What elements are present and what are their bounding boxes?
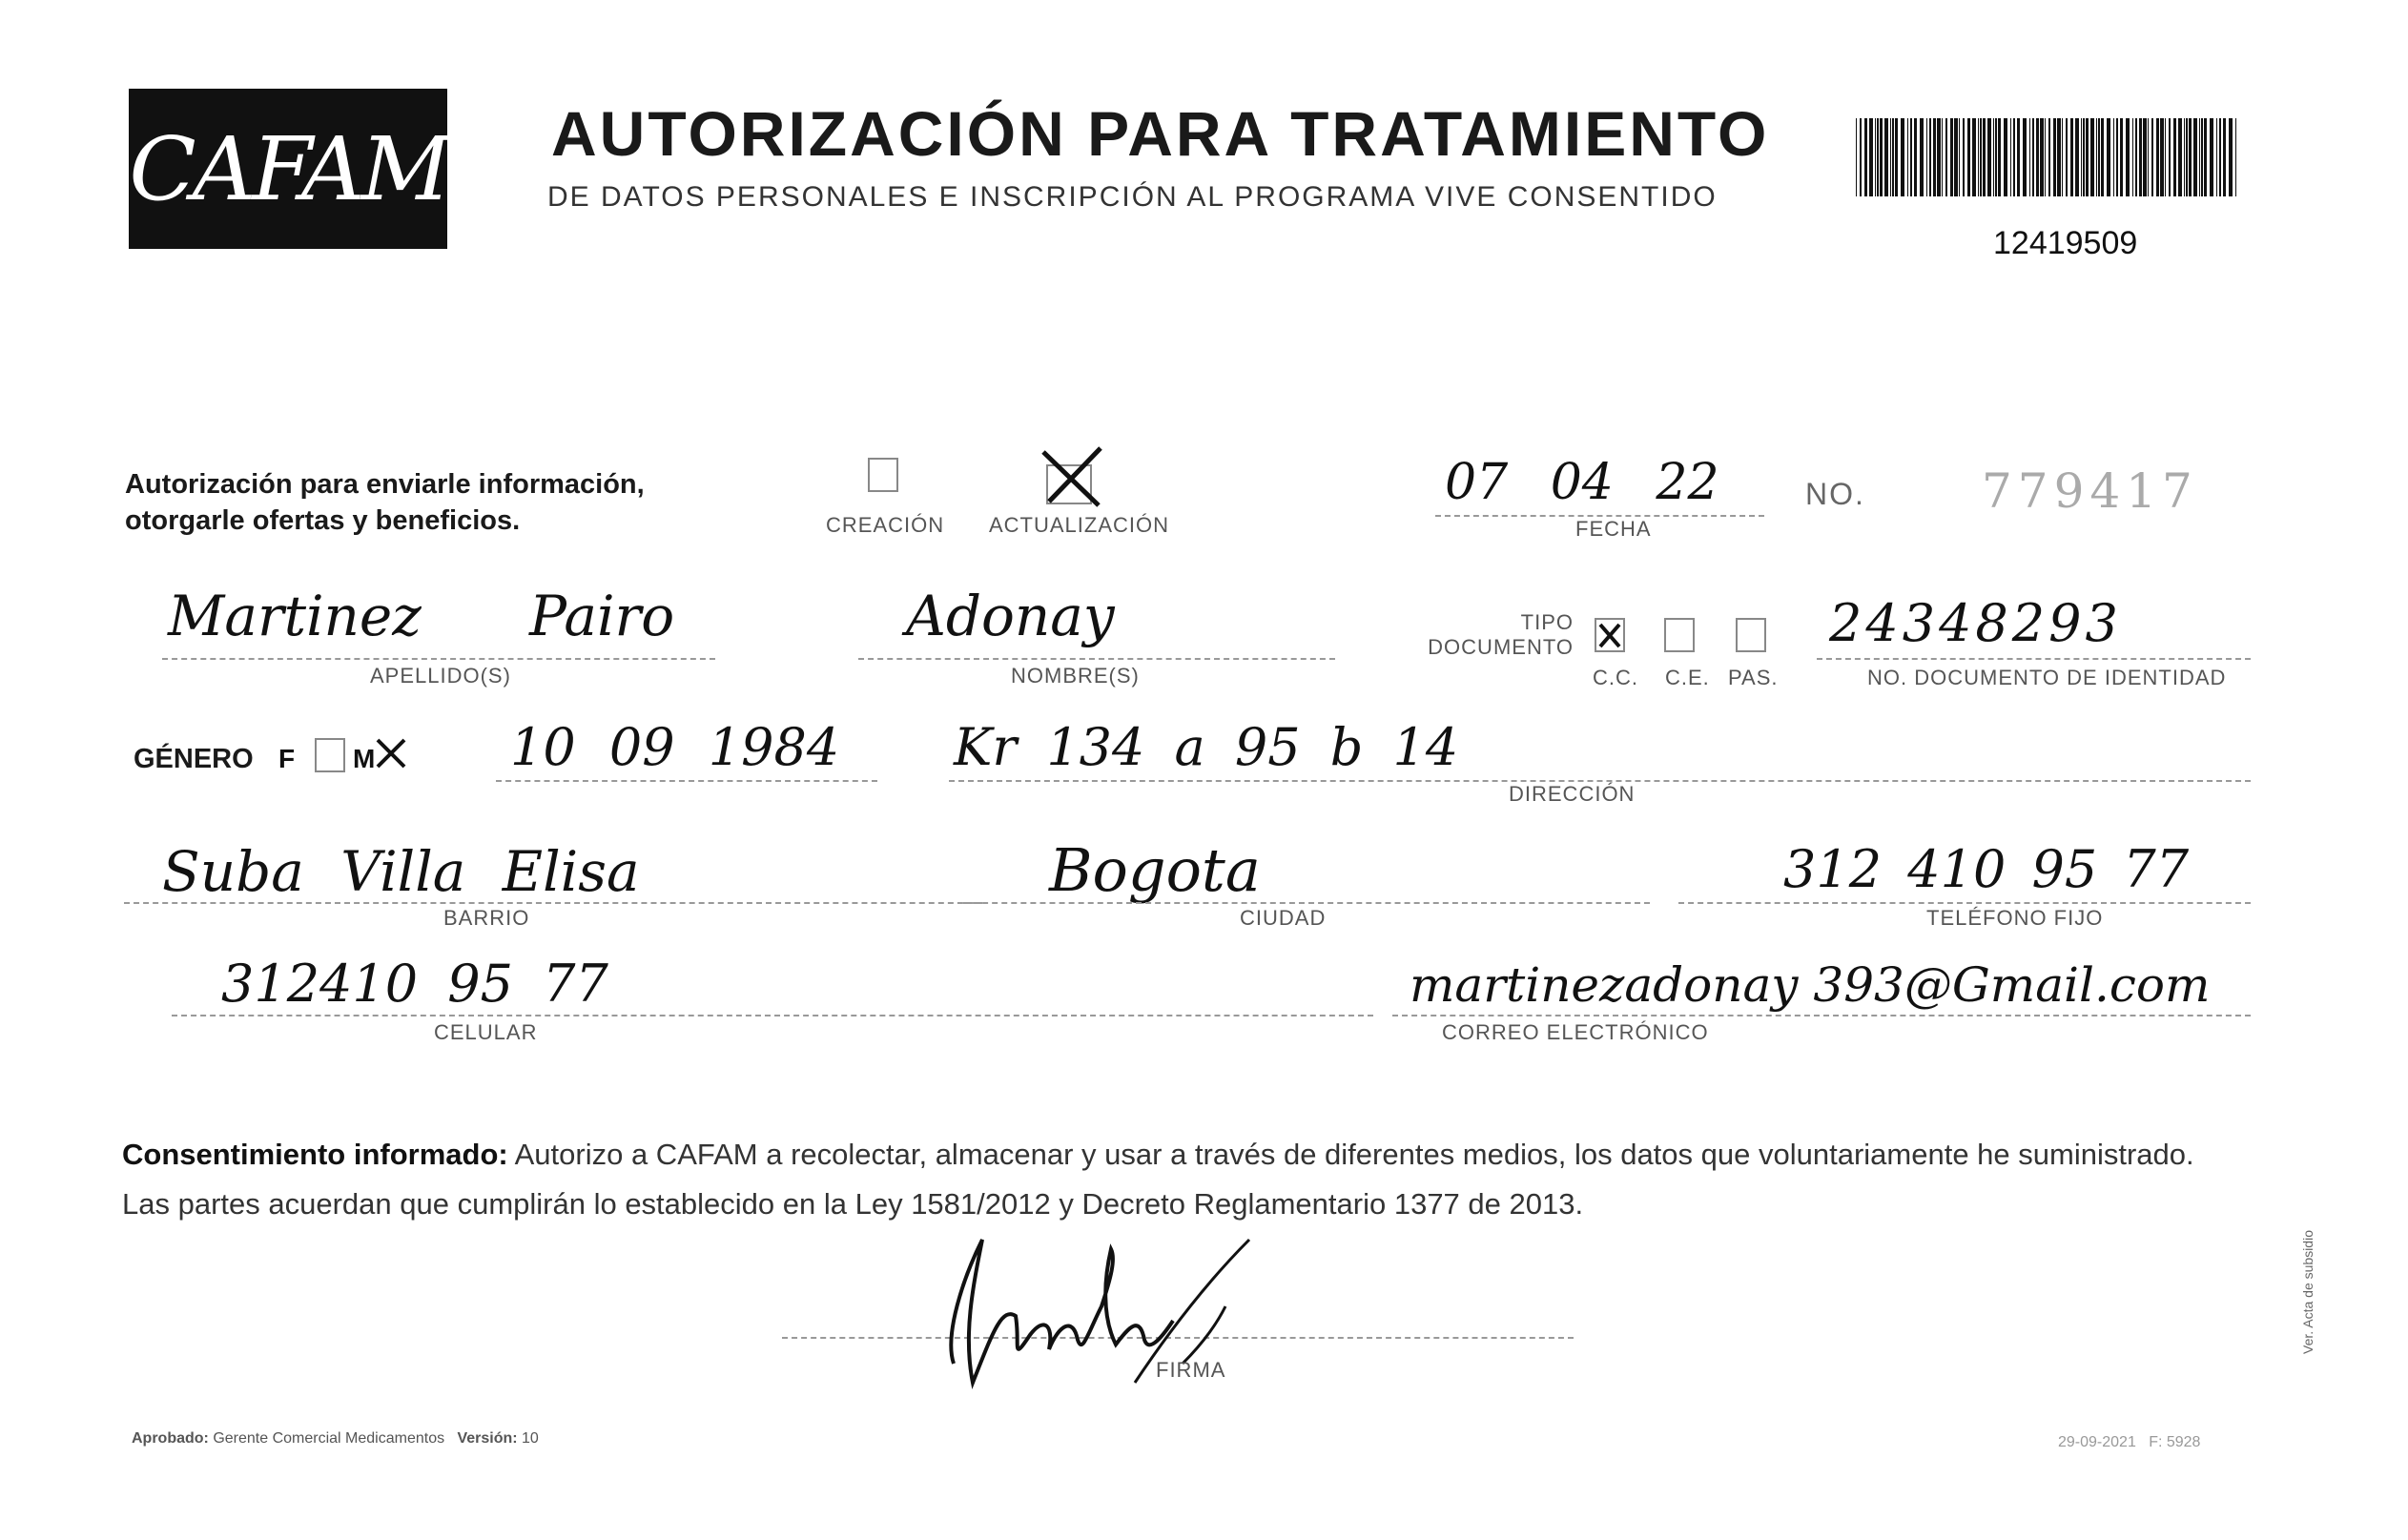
barcode-bar (1945, 118, 1947, 196)
barcode-bar (2032, 118, 2034, 196)
m-label: M (353, 744, 376, 773)
no-label: NO. (1805, 477, 1865, 511)
apellidos-line (162, 658, 715, 660)
email-label: CORREO ELECTRÓNICO (1442, 1020, 1709, 1044)
date-label: FECHA (1575, 517, 1652, 541)
telefono-line (1678, 902, 2251, 904)
barcode-bar (2223, 118, 2226, 196)
f-label: F (278, 744, 296, 773)
barcode-bar (1950, 118, 1953, 196)
barcode-bar (2169, 118, 2171, 196)
apellido2-value[interactable]: Pairo (529, 584, 675, 648)
barcode-bar (1954, 118, 1958, 196)
barcode-bar (2186, 118, 2188, 196)
barcode-bar (2143, 118, 2147, 196)
barcode-bar (2184, 118, 2185, 196)
barcode-bar (2132, 118, 2133, 196)
authorization-heading-line1: Autorización para enviarle información, (125, 469, 645, 500)
barcode-bar (2199, 118, 2200, 196)
barcode-bar (2235, 118, 2236, 196)
creacion-label: CREACIÓN (826, 513, 945, 537)
barcode-bar (2189, 118, 2192, 196)
check-x-icon (372, 734, 410, 772)
creacion-checkbox[interactable] (868, 458, 898, 492)
ciudad-line (963, 902, 1650, 904)
barcode-bar (2178, 118, 2182, 196)
barcode-bar (1998, 118, 2001, 196)
barcode-bar (1967, 118, 1970, 196)
barcode-bar (2090, 118, 2094, 196)
signature-image (887, 1221, 1287, 1411)
barcode-bar (1884, 118, 1888, 196)
barcode-bar (2201, 118, 2203, 196)
aprobado-value: Gerente Comercial Medicamentos (213, 1430, 445, 1447)
cafam-logo: CAFAM (129, 89, 447, 249)
barcode-bar (1892, 118, 1894, 196)
celular-label: CELULAR (434, 1020, 538, 1044)
barcode-bar (2040, 118, 2044, 196)
barcode-bar (1856, 118, 1857, 196)
barcode-bar (1995, 118, 1997, 196)
doc-number-line (1817, 658, 2251, 660)
consent-text-line1: Autorizo a CAFAM a recolectar, almacenar y usar a través de diferentes medios, los datos que voluntariamente he suministrado. (507, 1138, 2194, 1171)
authorization-heading-line2: otorgarle ofertas y beneficios. (125, 505, 521, 536)
barcode-bar (1987, 118, 1991, 196)
barcode (1856, 118, 2241, 196)
barcode-bar (1880, 118, 1883, 196)
barcode-bar (2017, 118, 2020, 196)
barcode-bar (2101, 118, 2104, 196)
check-x-icon (1596, 620, 1623, 650)
barcode-bar (2151, 118, 2153, 196)
barcode-bar (1959, 118, 1960, 196)
barcode-bar (2010, 118, 2011, 196)
doc-number-value[interactable]: 24348293 (1829, 593, 2122, 653)
tipo-documento-label: TIPO DOCUMENTO (1428, 610, 1574, 659)
consent-text-line2: Las partes acuerdan que cumplirán lo establecido en la Ley 1581/2012 y Decreto Reglamentario 1377 de 2013. (122, 1187, 1584, 1221)
barcode-bar (1864, 118, 1867, 196)
barcode-bar (2156, 118, 2159, 196)
barcode-bar (2120, 118, 2123, 196)
document-subtitle: DE DATOS PERSONALES E INSCRIPCIÓN AL PROGRAMA VIVE CONSENTIDO (547, 181, 1718, 213)
barcode-bar (2066, 118, 2068, 196)
ce-checkbox[interactable] (1664, 618, 1695, 652)
barcode-bar (2029, 118, 2030, 196)
barrio-label: BARRIO (443, 906, 530, 930)
barcode-bar (2126, 118, 2130, 196)
genero-label: GÉNERO (134, 744, 254, 774)
barcode-bar (1942, 118, 1943, 196)
barcode-bar (2148, 118, 2149, 196)
consent-bold: Consentimiento informado: (122, 1138, 508, 1171)
barcode-bar (1890, 118, 1891, 196)
barcode-bar (2081, 118, 2082, 196)
barcode-bar (2165, 118, 2166, 196)
nombres-line (858, 658, 1335, 660)
barcode-bar (1901, 118, 1904, 196)
barcode-bar (1877, 118, 1879, 196)
barcode-bar (2083, 118, 2085, 196)
apellidos-label: APELLIDO(S) (370, 664, 511, 688)
footer-form-code: F: 5928 (2149, 1434, 2201, 1450)
ciudad-value[interactable]: Bogota (1049, 835, 1261, 905)
date-value[interactable]: 07 04 22 (1445, 454, 1719, 511)
address-value[interactable]: Kr 134 a 95 b 14 (954, 717, 1459, 777)
footer-date-code: 29-09-2021 (2058, 1434, 2136, 1450)
barcode-bar (1937, 118, 1941, 196)
version-value: 10 (522, 1430, 539, 1447)
celular-value[interactable]: 312410 95 77 (221, 954, 608, 1014)
barcode-bar (2004, 118, 2007, 196)
telefono-label: TELÉFONO FIJO (1926, 906, 2104, 930)
barcode-bar (2023, 118, 2027, 196)
barcode-bar (1869, 118, 1873, 196)
document-title: AUTORIZACIÓN PARA TRATAMIENTO (551, 98, 1770, 169)
barcode-bar (2139, 118, 2142, 196)
barcode-bar (1914, 118, 1917, 196)
barcode-bar (1972, 118, 1976, 196)
check-x-icon (1039, 444, 1106, 511)
barcode-bar (1910, 118, 1912, 196)
barcode-bar (1926, 118, 1927, 196)
barcode-bar (2098, 118, 2100, 196)
barcode-bar (1980, 118, 1982, 196)
pas-checkbox[interactable] (1736, 618, 1766, 652)
signature-label: FIRMA (1156, 1358, 1226, 1382)
nombres-label: NOMBRE(S) (1011, 664, 1140, 688)
barcode-bar (2135, 118, 2137, 196)
barcode-bar (2070, 118, 2073, 196)
barcode-bar (1875, 118, 1876, 196)
barcode-bar (2216, 118, 2217, 196)
barcode-bar (2107, 118, 2110, 196)
barcode-bar (2210, 118, 2213, 196)
version-label: Versión: (457, 1430, 518, 1447)
barcode-bar (2229, 118, 2233, 196)
pas-label: PAS. (1728, 666, 1779, 689)
f-checkbox[interactable] (315, 738, 345, 772)
barcode-bar (1860, 118, 1862, 196)
barcode-bar (2048, 118, 2050, 196)
footer-approval (132, 1430, 539, 1448)
barcode-bar (2045, 118, 2046, 196)
barcode-bar (2053, 118, 2056, 196)
barcode-bar (2057, 118, 2061, 196)
barcode-bar (2075, 118, 2079, 196)
barcode-bar (1983, 118, 1986, 196)
barcode-bar (1895, 118, 1898, 196)
birth-date-line (496, 780, 877, 782)
barcode-bar (1933, 118, 1936, 196)
barcode-bar (2173, 118, 2176, 196)
barcode-bar (1920, 118, 1924, 196)
actualizacion-label: ACTUALIZACIÓN (989, 513, 1170, 537)
form-number: 779417 (1982, 463, 2198, 519)
doc-number-label: NO. DOCUMENTO DE IDENTIDAD (1867, 666, 2227, 689)
email-line (1392, 1015, 2251, 1016)
barrio-line (124, 902, 982, 904)
barcode-number: 12419509 (1993, 225, 2138, 261)
barcode-bar (2113, 118, 2114, 196)
barcode-bar (2204, 118, 2207, 196)
barcode-bar (2193, 118, 2197, 196)
barcode-bar (2036, 118, 2039, 196)
footer-codes (2058, 1434, 2200, 1451)
barcode-bar (2013, 118, 2015, 196)
barrio-value[interactable]: Suba Villa Elisa (162, 839, 640, 904)
email-value[interactable]: martinezadonay 393@Gmail.com (1410, 957, 2211, 1013)
celular-line (172, 1015, 1373, 1016)
nombre-value[interactable]: Adonay (906, 584, 1115, 648)
cc-label: C.C. (1593, 666, 1638, 689)
ciudad-label: CIUDAD (1240, 906, 1327, 930)
barcode-bar (1993, 118, 1994, 196)
aprobado-label: Aprobado: (132, 1430, 209, 1447)
ce-label: C.E. (1665, 666, 1710, 689)
barcode-bar (2096, 118, 2097, 196)
telefono-value[interactable]: 312 410 95 77 (1783, 839, 2190, 899)
actualizacion-checkbox[interactable] (1039, 444, 1106, 511)
barcode-bar (1907, 118, 1908, 196)
barcode-bar (2086, 118, 2089, 196)
barcode-bar (1929, 118, 1931, 196)
consent-text (122, 1130, 2239, 1229)
barcode-bar (2116, 118, 2118, 196)
barcode-bar (2160, 118, 2164, 196)
birth-date-value[interactable]: 10 09 1984 (510, 717, 840, 777)
m-checkbox[interactable] (372, 734, 410, 772)
side-note: Ver. Acta de subsidio (2300, 1230, 2315, 1354)
barcode-bar (2219, 118, 2221, 196)
barcode-bar (2062, 118, 2063, 196)
cc-checkbox[interactable] (1595, 618, 1625, 652)
barcode-bar (1978, 118, 1979, 196)
barcode-bar (1963, 118, 1965, 196)
apellido1-value[interactable]: Martinez (168, 584, 422, 648)
address-label: DIRECCIÓN (1509, 782, 1636, 806)
